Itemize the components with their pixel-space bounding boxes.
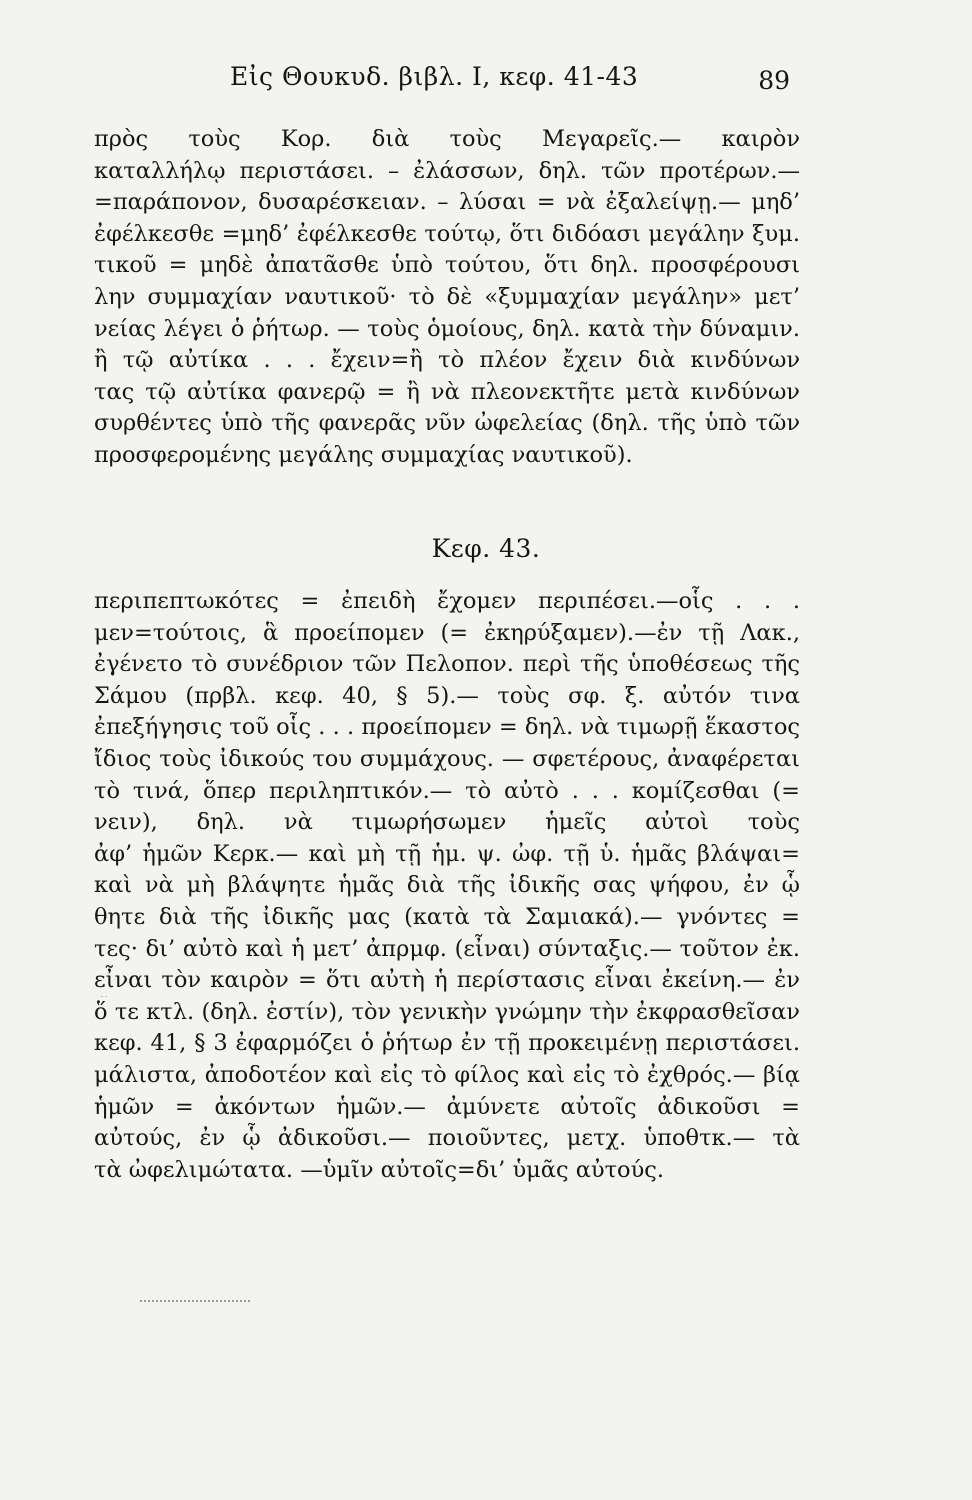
text-line: πρὸς τοὺς Κορ. διὰ τοὺς Μεγαρεῖς.— καιρὸν: [94, 126, 800, 152]
text-line: ἡμῶν = ἀκόντων ἡμῶν.— ἀμύνετε αὐτοῖς ἀδικοῦσι =: [94, 1093, 800, 1120]
page-header: [100, 62, 790, 98]
text-line: αὐτούς, ἐν ᾧ ἀδικοῦσι.— ποιοῦντες, μετχ. ὑποθτκ.— τὰ: [94, 1125, 800, 1152]
text-line: συρθέντες ὑπὸ τῆς φανερᾶς νῦν ὠφελείας (δηλ. τῆς ὑπὸ τῶν: [94, 410, 800, 437]
text-line: νείας λέγει ὁ ῥήτωρ. — τοὺς ὁμοίους, δηλ. κατὰ τὴν δύναμιν.: [94, 315, 800, 342]
text-line: τὰ ὠφελιμώτατα. —ὑμῖν αὐτοῖς=δι’ ὑμᾶς αὐτούς.: [94, 1156, 665, 1183]
text-line: τικοῦ = μηδὲ ἀπατᾶσθε ὑπὸ τούτου, ὅτι δηλ. προσφέρουσι: [94, 252, 800, 279]
text-line: ἀφ’ ἡμῶν Κερκ.— καὶ μὴ τῇ ἡμ. ψ. ὠφ. τῇ ὑ. ἡμᾶς βλάψαι=: [94, 840, 800, 867]
text-line: ἐγένετο τὸ συνέδριον τῶν Πελοπον. περὶ τῆς ὑποθέσεως τῆς: [94, 651, 800, 678]
text-line: ὅ τε κτλ. (δηλ. ἐστίν), τὸν γενικὴν γνώμην τὴν ἐκφρασθεῖσαν: [94, 998, 800, 1025]
footer-dotted-rule: [140, 1300, 250, 1302]
text-line: ἐπεξήγησις τοῦ οἷς . . . προείπομεν = δηλ. νὰ τιμωρῇ ἕκαστος: [94, 714, 800, 741]
text-line: μεν=τούτοις, ἃ προείπομεν (= ἐκηρύξαμεν).—ἐν τῇ Λακ.,: [94, 619, 800, 646]
section-heading: Κεφ. 43.: [431, 534, 541, 563]
text-line: ἢ τῷ αὐτίκα . . . ἔχειν=ἢ τὸ πλέον ἔχειν διὰ κινδύνων: [94, 347, 800, 374]
text-line: καὶ νὰ μὴ βλάψητε ἡμᾶς διὰ τῆς ἰδικῆς σας ψήφου, ἐν ᾧ: [94, 872, 800, 899]
text-line: τας τῷ αὐτίκα φανερῷ = ἢ νὰ πλεονεκτῆτε μετὰ κινδύνων: [94, 378, 800, 405]
text-line: =παράπονον, δυσαρέσκειαν. – λύσαι = νὰ ἐξαλείψῃ.— μηδ’: [94, 189, 800, 216]
text-line: ἴδιος τοὺς ἰδικούς του συμμάχους. — σφετέρους, ἀναφέρεται: [94, 745, 800, 772]
text-line: νειν), δηλ. νὰ τιμωρήσωμεν ἡμεῖς αὐτοὶ τοὺς: [94, 809, 800, 836]
text-line: περιπεπτωκότες = ἐπειδὴ ἔχομεν περιπέσει.—οἷς . . .: [94, 588, 800, 614]
text-line: λην συμμαχίαν ναυτικοῦ· τὸ δὲ «ξυμμαχίαν μεγάλην» μετ’: [94, 283, 800, 310]
running-title: Εἰς Θουκυδ. βιβλ. I, κεφ. 41-43: [230, 62, 639, 91]
text-line: τὸ τινά, ὅπερ περιληπτικόν.— τὸ αὐτὸ . . . κομίζεσθαι (=: [94, 777, 800, 804]
page-number: 89: [758, 66, 790, 95]
text-line: μάλιστα, ἀποδοτέον καὶ εἰς τὸ φίλος καὶ εἰς τὸ ἐχθρός.— βίᾳ: [94, 1061, 800, 1088]
text-line: τες· δι’ αὐτὸ καὶ ἡ μετ’ ἀπρμφ. (εἶναι) σύνταξις.— τοῦτον ἐκ.: [94, 935, 800, 962]
text-line: Σάμου (πρβλ. κεφ. 40, § 5).— τοὺς σφ. ξ. αὐτόν τινα: [94, 682, 800, 709]
text-line: καταλλήλῳ περιστάσει. – ἐλάσσων, δηλ. τῶν προτέρων.—: [94, 157, 800, 184]
text-line: προσφερομένης μεγάλης συμμαχίας ναυτικοῦ).: [94, 441, 633, 468]
text-line: κεφ. 41, § 3 ἐφαρμόζει ὁ ῥήτωρ ἐν τῇ προκειμένῃ περιστάσει.: [94, 1030, 800, 1057]
commentary-block-ch43: [94, 586, 800, 1186]
text-line: θητε διὰ τῆς ἰδικῆς μας (κατὰ τὰ Σαμιακά).— γνόντες =: [94, 903, 800, 930]
commentary-block-ch41-42: [94, 124, 800, 472]
text-line: εἶναι τὸν καιρὸν = ὅτι αὐτὴ ἡ περίστασις εἶναι ἐκείνη.— ἐν: [94, 967, 800, 994]
text-line: ἐφέλκεσθε =μηδ’ ἐφέλκεσθε τούτῳ, ὅτι διδόασι μεγάλην ξυμ.: [94, 220, 800, 247]
